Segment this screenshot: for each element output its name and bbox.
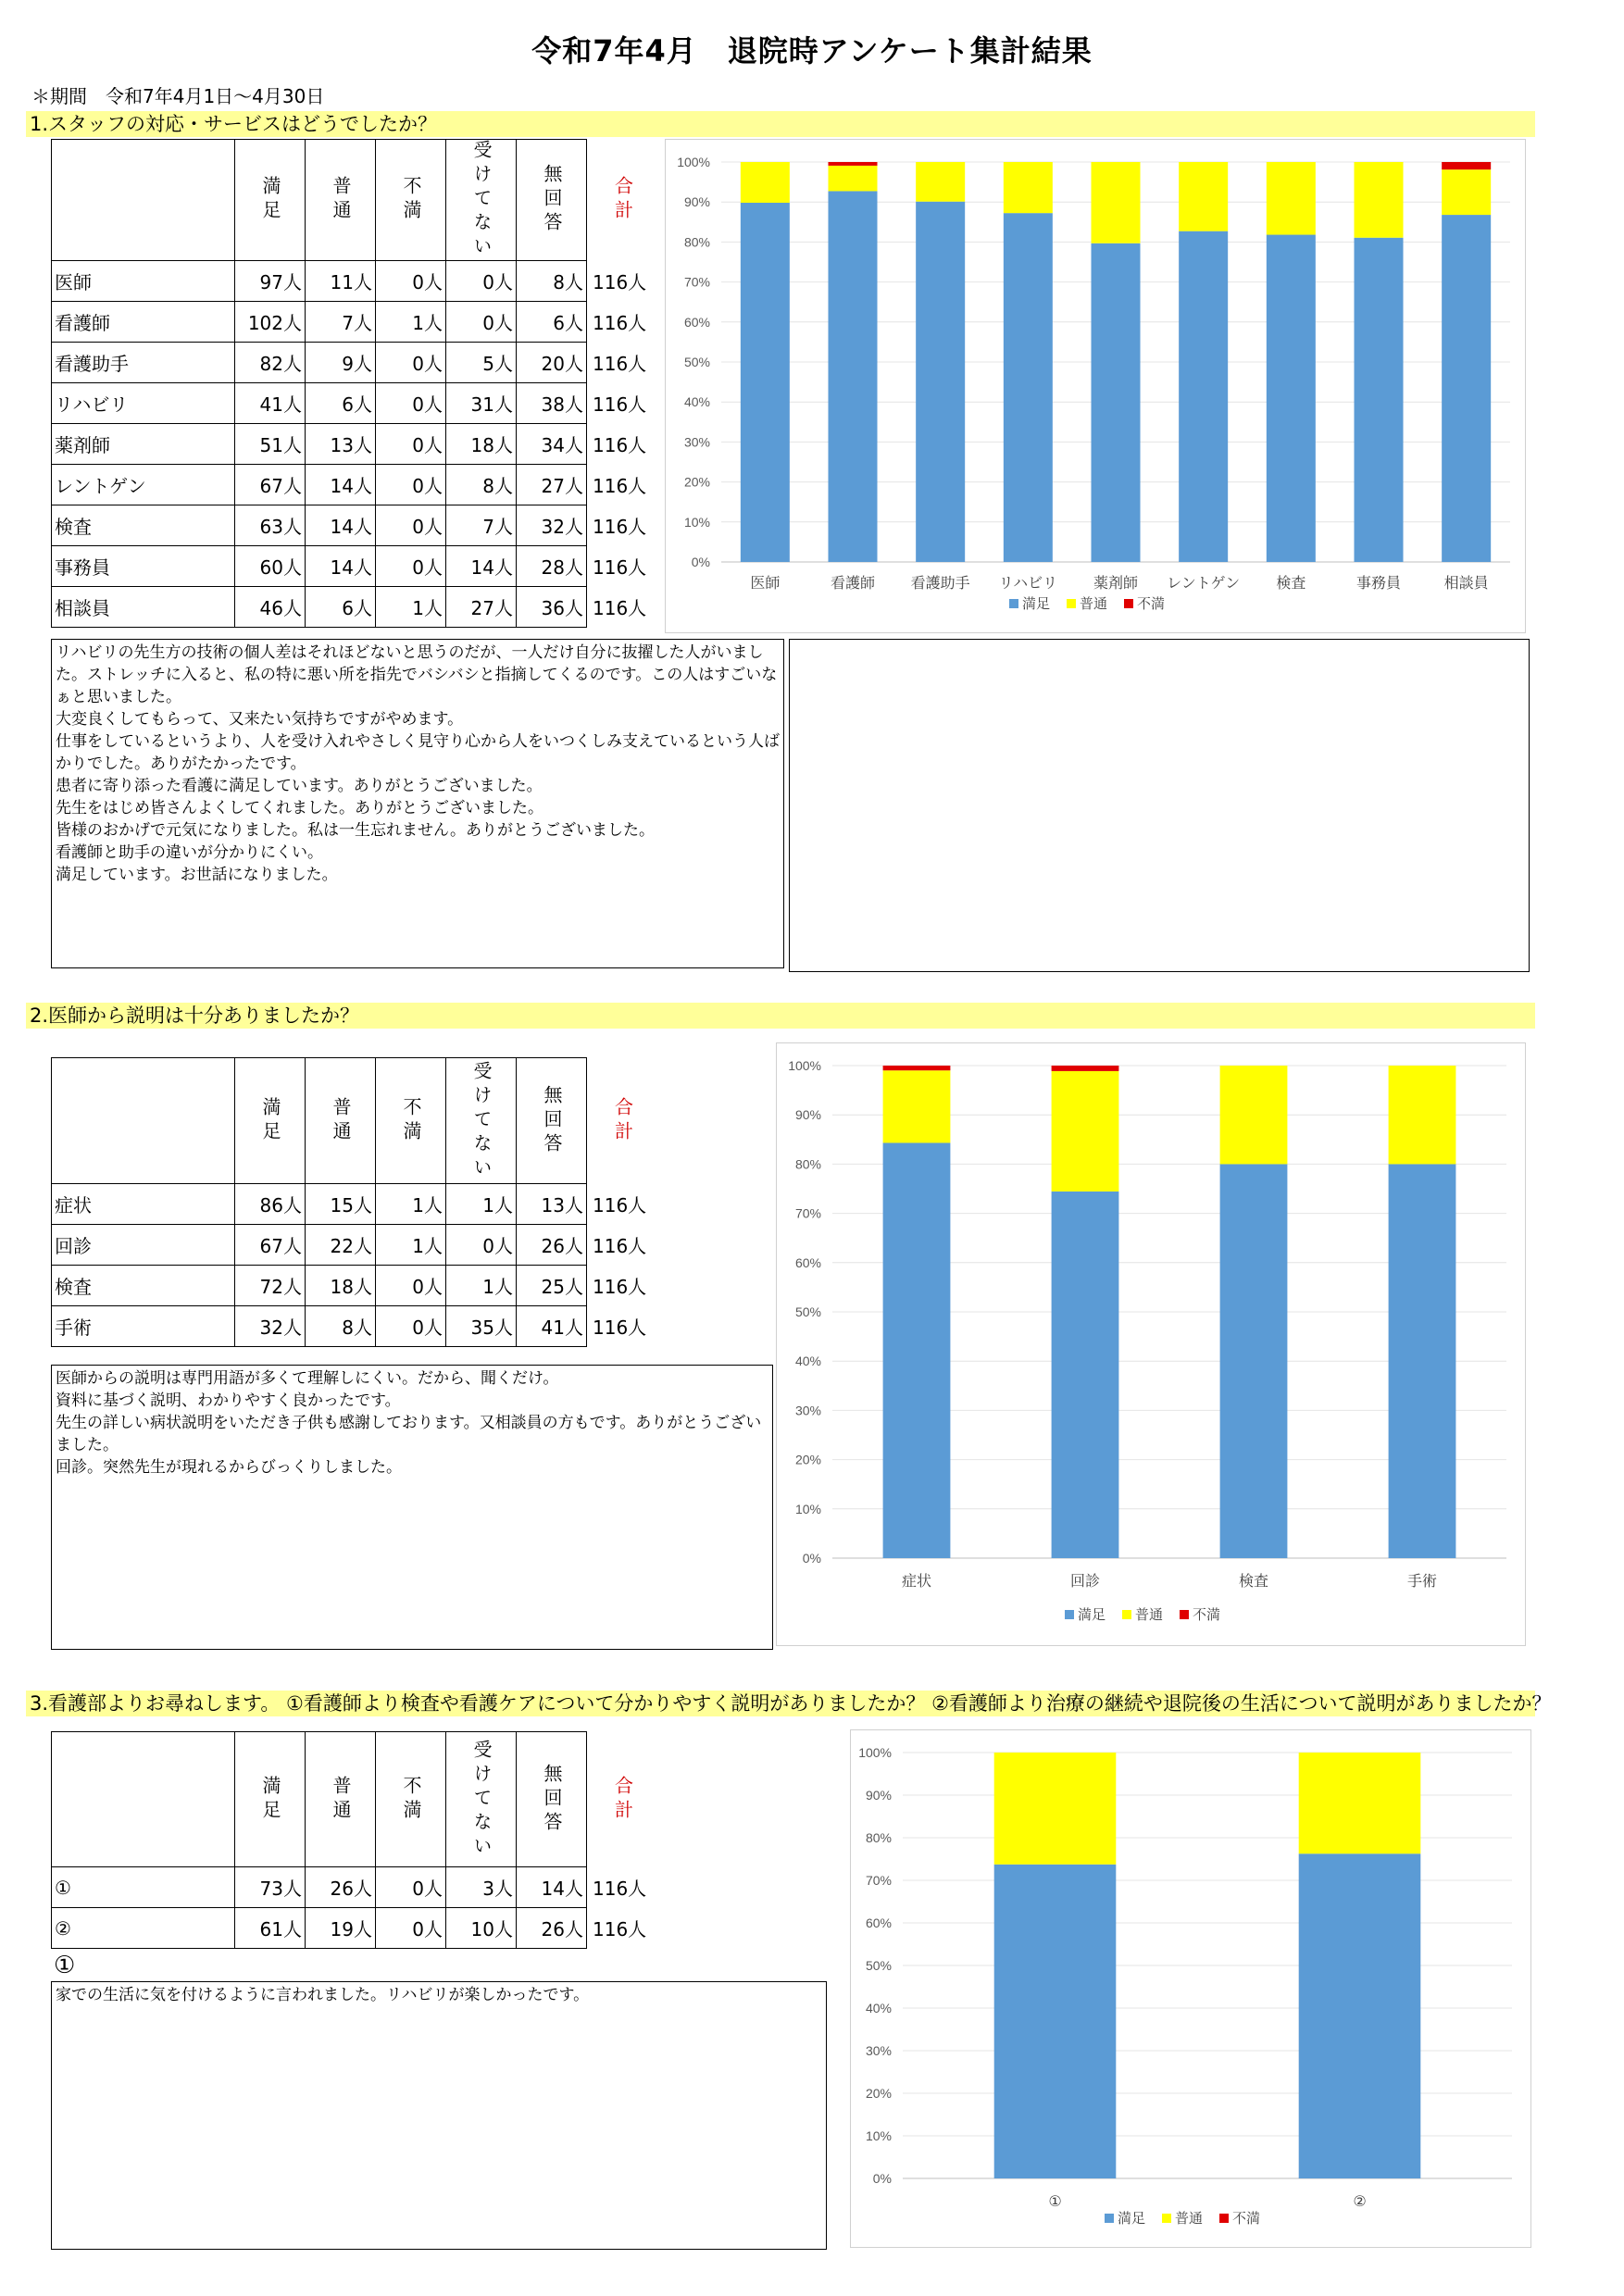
comment-line: 看護師と助手の違いが分かりにくい。 xyxy=(56,843,323,862)
cell-value: 27人 xyxy=(517,465,587,505)
legend-label: 普通 xyxy=(1135,1606,1164,1623)
cell-value: 5人 xyxy=(446,343,517,383)
legend-swatch xyxy=(1065,1610,1074,1619)
cell-value: 20人 xyxy=(517,343,587,383)
x-category-label: ② xyxy=(1353,2192,1367,2210)
row-label: ② xyxy=(52,1908,235,1949)
cell-value: 0人 xyxy=(376,383,446,424)
cell-value: 14人 xyxy=(306,505,376,546)
cell-value: 60人 xyxy=(235,546,306,587)
cell-value: 14人 xyxy=(446,546,517,587)
cell-value: 8人 xyxy=(446,465,517,505)
page-title: 令和7年4月 退院時アンケート集計結果 xyxy=(531,33,1093,69)
row-total: 116人 xyxy=(593,434,647,456)
cell-value: 27人 xyxy=(446,587,517,628)
x-category-label: リハビリ xyxy=(998,574,1058,592)
legend-label: 不満 xyxy=(1137,595,1166,612)
x-category-label: 検査 xyxy=(1238,1572,1269,1590)
bar-segment-不満 xyxy=(883,1066,951,1070)
section-3-heading: 3.看護部よりお尋ねします。 ①看護師より検査や看護ケアについて分かりやすく説明がありましたか？ ②看護師より治療の継続や退院後の生活について説明がありましたか？ xyxy=(26,1691,1535,1716)
row-label: レントゲン xyxy=(52,465,235,505)
table-corner xyxy=(52,1732,235,1867)
bar-segment-普通 xyxy=(1442,169,1491,215)
chart-svg xyxy=(777,1043,1525,1645)
column-header: 満足 xyxy=(235,1732,306,1867)
comment-line: 仕事をしているというより、人を受け入れやさしく見守り心から人をいつくしみ支えているという人ばかりでした。ありがたかったです。 xyxy=(56,732,780,773)
q3-comments xyxy=(51,1981,827,2250)
bar-segment-満足 xyxy=(1299,1853,1421,2178)
column-header: 不満 xyxy=(376,140,446,261)
table-row xyxy=(52,424,658,465)
legend-swatch xyxy=(1009,599,1018,608)
cell-value: 102人 xyxy=(235,302,306,343)
bar-segment-普通 xyxy=(1004,162,1053,213)
cell-value: 1人 xyxy=(376,587,446,628)
cell-value: 25人 xyxy=(517,1266,587,1306)
legend-label: 満足 xyxy=(1118,2210,1146,2227)
y-tick-label: 20% xyxy=(683,474,710,490)
cell-value: 32人 xyxy=(517,505,587,546)
cell-value: 67人 xyxy=(235,1225,306,1266)
cell-value: 0人 xyxy=(446,302,517,343)
bar-segment-普通 xyxy=(1267,162,1316,235)
bar-segment-満足 xyxy=(1091,243,1140,562)
table-row xyxy=(52,383,658,424)
row-total: 116人 xyxy=(593,1276,647,1298)
cell-value: 28人 xyxy=(517,546,587,587)
row-label: 看護師 xyxy=(52,302,235,343)
cell-value: 6人 xyxy=(517,302,587,343)
cell-value: 31人 xyxy=(446,383,517,424)
x-category-label: 医師 xyxy=(750,574,781,592)
q2-table xyxy=(51,1057,658,1347)
comment-line: 家での生活に気を付けるように言われました。リハビリが楽しかったです。 xyxy=(56,1986,590,2004)
x-category-label: 事務員 xyxy=(1355,574,1402,592)
comment-line: 患者に寄り添った看護に満足しています。ありがとうございました。 xyxy=(56,777,543,795)
bar-segment-普通 xyxy=(1220,1066,1288,1164)
cell-value: 38人 xyxy=(517,383,587,424)
row-label: 回診 xyxy=(52,1225,235,1266)
column-header: 合計 xyxy=(611,1096,634,1145)
row-label: 看護助手 xyxy=(52,343,235,383)
comment-line: 大変良くしてもらって、又来たい気持ちですがやめます。 xyxy=(56,710,464,729)
row-total: 116人 xyxy=(593,312,647,334)
cell-value: 10人 xyxy=(446,1908,517,1949)
bar-segment-不満 xyxy=(1442,162,1491,169)
cell-value: 61人 xyxy=(235,1908,306,1949)
bar-segment-普通 xyxy=(916,162,965,202)
row-label: 検査 xyxy=(52,1266,235,1306)
cell-value: 18人 xyxy=(306,1266,376,1306)
cell-value: 9人 xyxy=(306,343,376,383)
column-header: 不満 xyxy=(376,1732,446,1867)
table-row xyxy=(52,465,658,505)
bar-segment-満足 xyxy=(1052,1192,1119,1558)
cell-value: 51人 xyxy=(235,424,306,465)
y-tick-label: 100% xyxy=(677,155,710,169)
column-header: 無回答 xyxy=(517,140,587,261)
y-tick-label: 80% xyxy=(683,234,710,250)
cell-value: 0人 xyxy=(376,343,446,383)
cell-value: 19人 xyxy=(306,1908,376,1949)
bar-segment-満足 xyxy=(1179,231,1228,562)
y-tick-label: 70% xyxy=(865,1873,892,1888)
x-category-label: 看護師 xyxy=(830,574,876,592)
cell-value: 32人 xyxy=(235,1306,306,1347)
column-header: 受けてない xyxy=(446,1732,517,1867)
cell-value: 1人 xyxy=(376,302,446,343)
y-tick-label: 40% xyxy=(683,394,710,410)
cell-value: 14人 xyxy=(306,465,376,505)
table-row xyxy=(52,1867,658,1908)
cell-value: 1人 xyxy=(446,1184,517,1225)
cell-value: 0人 xyxy=(376,1908,446,1949)
table-row xyxy=(52,1306,658,1347)
legend-swatch xyxy=(1105,2214,1114,2223)
row-total: 116人 xyxy=(593,271,647,293)
bar-segment-普通 xyxy=(994,1753,1117,1865)
cell-value: 41人 xyxy=(235,383,306,424)
bar-segment-普通 xyxy=(828,166,877,191)
column-header: 受けてない xyxy=(446,1058,517,1184)
column-header: 合計 xyxy=(611,176,634,224)
y-tick-label: 70% xyxy=(794,1205,821,1221)
q2-comments xyxy=(51,1365,773,1650)
cell-value: 82人 xyxy=(235,343,306,383)
bar-segment-普通 xyxy=(883,1070,951,1142)
column-header: 満足 xyxy=(235,1058,306,1184)
survey-period: ＊期間 令和7年4月1日～4月30日 xyxy=(31,85,325,107)
cell-value: 8人 xyxy=(306,1306,376,1347)
table-row xyxy=(52,1908,658,1949)
column-header: 普通 xyxy=(306,140,376,261)
q3-table xyxy=(51,1731,658,1949)
legend-label: 満足 xyxy=(1078,1606,1106,1623)
row-total: 116人 xyxy=(593,1878,647,1900)
y-tick-label: 30% xyxy=(865,2043,892,2058)
legend-swatch xyxy=(1124,599,1133,608)
cell-value: 13人 xyxy=(306,424,376,465)
comment-line: 皆様のおかげで元気になりました。私は一生忘れません。ありがとうございました。 xyxy=(56,821,656,840)
column-header: 受けてない xyxy=(446,140,517,261)
comment-line: 先生をはじめ皆さんよくしてくれました。ありがとうございました。 xyxy=(56,799,543,817)
q1-table xyxy=(51,139,658,628)
q1-chart xyxy=(665,139,1526,633)
column-header: 無回答 xyxy=(517,1732,587,1867)
legend-swatch xyxy=(1219,2214,1229,2223)
y-tick-label: 40% xyxy=(865,2001,892,2015)
cell-value: 0人 xyxy=(376,505,446,546)
bar-segment-満足 xyxy=(828,191,877,562)
table-row xyxy=(52,1225,658,1266)
table-row xyxy=(52,343,658,383)
q3-comment-label: ① xyxy=(54,1952,76,1979)
x-category-label: 症状 xyxy=(901,1572,932,1590)
y-tick-label: 90% xyxy=(865,1788,892,1803)
cell-value: 1人 xyxy=(376,1225,446,1266)
y-tick-label: 70% xyxy=(683,274,710,290)
bar-segment-普通 xyxy=(1052,1071,1119,1192)
y-tick-label: 60% xyxy=(794,1254,821,1270)
row-label: 薬剤師 xyxy=(52,424,235,465)
y-tick-label: 30% xyxy=(794,1403,821,1418)
y-tick-label: 50% xyxy=(794,1304,821,1319)
y-tick-label: 20% xyxy=(794,1452,821,1467)
y-tick-label: 0% xyxy=(872,2171,892,2186)
cell-value: 11人 xyxy=(306,261,376,302)
cell-value: 1人 xyxy=(376,1184,446,1225)
cell-value: 41人 xyxy=(517,1306,587,1347)
legend-swatch xyxy=(1180,1610,1189,1619)
bar-segment-普通 xyxy=(1091,162,1140,243)
x-category-label: 相談員 xyxy=(1443,574,1489,592)
cell-value: 0人 xyxy=(376,261,446,302)
cell-value: 7人 xyxy=(446,505,517,546)
bar-segment-満足 xyxy=(883,1142,951,1558)
cell-value: 26人 xyxy=(306,1867,376,1908)
q3-chart xyxy=(850,1729,1531,2248)
y-tick-label: 100% xyxy=(788,1058,821,1073)
cell-value: 0人 xyxy=(376,1867,446,1908)
bar-segment-不満 xyxy=(828,162,877,166)
cell-value: 8人 xyxy=(517,261,587,302)
y-tick-label: 80% xyxy=(794,1156,821,1172)
column-header: 普通 xyxy=(306,1058,376,1184)
bar-segment-満足 xyxy=(1004,213,1053,562)
section-2-heading: 2.医師から説明は十分ありましたか？ xyxy=(26,1003,1535,1029)
legend-label: 不満 xyxy=(1193,1606,1221,1623)
y-tick-label: 20% xyxy=(865,2086,892,2101)
table-row xyxy=(52,1266,658,1306)
chart-svg xyxy=(666,140,1525,632)
cell-value: 34人 xyxy=(517,424,587,465)
comment-line: 満足しています。お世話になりました。 xyxy=(56,866,338,884)
cell-value: 6人 xyxy=(306,383,376,424)
y-tick-label: 10% xyxy=(865,2128,892,2143)
legend-swatch xyxy=(1067,599,1076,608)
row-total: 116人 xyxy=(593,1194,647,1217)
q1-comments-extra-box xyxy=(789,639,1530,972)
y-tick-label: 10% xyxy=(794,1501,821,1516)
bar-segment-満足 xyxy=(916,202,965,562)
cell-value: 0人 xyxy=(376,546,446,587)
bar-segment-満足 xyxy=(994,1865,1117,2178)
cell-value: 36人 xyxy=(517,587,587,628)
comment-line: リハビリの先生方の技術の個人差はそれほどないと思うのだが、一人だけ自分に抜擢した人がいました。ストレッチに入ると、私の特に悪い所を指先でバシバシと指摘してくるのです。この人はすごいなぁと思いました。 xyxy=(56,643,778,706)
row-label: 相談員 xyxy=(52,587,235,628)
bar-segment-不満 xyxy=(1052,1066,1119,1071)
y-tick-label: 0% xyxy=(802,1551,821,1566)
cell-value: 15人 xyxy=(306,1184,376,1225)
cell-value: 86人 xyxy=(235,1184,306,1225)
cell-value: 0人 xyxy=(376,424,446,465)
legend-swatch xyxy=(1162,2214,1171,2223)
x-category-label: レントゲン xyxy=(1167,574,1241,592)
y-tick-label: 50% xyxy=(865,1958,892,1973)
cell-value: 0人 xyxy=(376,465,446,505)
row-total: 116人 xyxy=(593,516,647,538)
bar-segment-普通 xyxy=(1389,1066,1456,1164)
cell-value: 26人 xyxy=(517,1225,587,1266)
bar-segment-普通 xyxy=(1299,1753,1421,1853)
y-tick-label: 30% xyxy=(683,434,710,450)
comment-line: 回診。突然先生が現れるからびっくりしました。 xyxy=(56,1458,402,1477)
cell-value: 3人 xyxy=(446,1867,517,1908)
bar-segment-満足 xyxy=(1389,1164,1456,1558)
cell-value: 0人 xyxy=(446,1225,517,1266)
cell-value: 97人 xyxy=(235,261,306,302)
row-total: 116人 xyxy=(593,1316,647,1339)
column-header: 不満 xyxy=(376,1058,446,1184)
y-tick-label: 0% xyxy=(691,555,710,569)
row-label: リハビリ xyxy=(52,383,235,424)
y-tick-label: 50% xyxy=(683,355,710,369)
cell-value: 73人 xyxy=(235,1867,306,1908)
bar-segment-満足 xyxy=(741,203,790,562)
cell-value: 22人 xyxy=(306,1225,376,1266)
cell-value: 63人 xyxy=(235,505,306,546)
y-tick-label: 90% xyxy=(794,1107,821,1123)
table-row xyxy=(52,587,658,628)
cell-value: 72人 xyxy=(235,1266,306,1306)
comment-line: 先生の詳しい病状説明をいただき子供も感謝しております。又相談員の方もです。ありがとうございました。 xyxy=(56,1414,762,1454)
table-corner xyxy=(52,140,235,261)
x-category-label: ① xyxy=(1048,2192,1062,2210)
row-total: 116人 xyxy=(593,353,647,375)
row-total: 116人 xyxy=(593,475,647,497)
row-label: 事務員 xyxy=(52,546,235,587)
row-total: 116人 xyxy=(593,1918,647,1940)
row-label: 手術 xyxy=(52,1306,235,1347)
y-tick-label: 80% xyxy=(865,1830,892,1845)
table-row xyxy=(52,302,658,343)
comment-line: 資料に基づく説明、わかりやすく良かったです。 xyxy=(56,1391,401,1410)
legend-label: 不満 xyxy=(1232,2210,1261,2227)
y-tick-label: 40% xyxy=(794,1354,821,1369)
section-1-heading: 1.スタッフの対応・サービスはどうでしたか？ xyxy=(26,111,1535,137)
cell-value: 35人 xyxy=(446,1306,517,1347)
x-category-label: 検査 xyxy=(1276,574,1306,592)
q1-comments xyxy=(51,639,784,968)
column-header: 合計 xyxy=(611,1775,634,1824)
table-row xyxy=(52,1184,658,1225)
q2-chart xyxy=(776,1042,1526,1646)
row-total: 116人 xyxy=(593,393,647,416)
cell-value: 0人 xyxy=(376,1306,446,1347)
row-label: 医師 xyxy=(52,261,235,302)
column-header: 普通 xyxy=(306,1732,376,1867)
cell-value: 0人 xyxy=(376,1266,446,1306)
row-label: 症状 xyxy=(52,1184,235,1225)
cell-value: 46人 xyxy=(235,587,306,628)
chart-svg xyxy=(851,1730,1530,2247)
row-total: 116人 xyxy=(593,597,647,619)
legend-label: 普通 xyxy=(1175,2210,1204,2227)
legend-label: 満足 xyxy=(1022,595,1051,612)
legend-swatch xyxy=(1122,1610,1131,1619)
bar-segment-普通 xyxy=(1354,162,1403,238)
bar-segment-満足 xyxy=(1442,215,1491,562)
y-tick-label: 60% xyxy=(865,1915,892,1930)
cell-value: 7人 xyxy=(306,302,376,343)
x-category-label: 看護助手 xyxy=(910,574,970,592)
y-tick-label: 60% xyxy=(683,314,710,330)
table-row xyxy=(52,261,658,302)
cell-value: 14人 xyxy=(306,546,376,587)
y-tick-label: 90% xyxy=(683,194,710,210)
cell-value: 13人 xyxy=(517,1184,587,1225)
legend-label: 普通 xyxy=(1080,595,1108,612)
table-corner xyxy=(52,1058,235,1184)
column-header: 満足 xyxy=(235,140,306,261)
x-category-label: 回診 xyxy=(1069,1572,1101,1590)
y-tick-label: 10% xyxy=(683,514,710,530)
cell-value: 14人 xyxy=(517,1867,587,1908)
table-row xyxy=(52,546,658,587)
bar-segment-満足 xyxy=(1220,1164,1288,1558)
bar-segment-満足 xyxy=(1354,238,1403,562)
x-category-label: 手術 xyxy=(1406,1572,1438,1590)
cell-value: 67人 xyxy=(235,465,306,505)
bar-segment-普通 xyxy=(741,162,790,203)
cell-value: 26人 xyxy=(517,1908,587,1949)
row-label: 検査 xyxy=(52,505,235,546)
cell-value: 18人 xyxy=(446,424,517,465)
bar-segment-満足 xyxy=(1267,235,1316,562)
cell-value: 6人 xyxy=(306,587,376,628)
bar-segment-普通 xyxy=(1179,162,1228,231)
row-total: 116人 xyxy=(593,556,647,579)
y-tick-label: 100% xyxy=(858,1745,892,1760)
x-category-label: 薬剤師 xyxy=(1093,574,1139,592)
cell-value: 1人 xyxy=(446,1266,517,1306)
row-label: ① xyxy=(52,1867,235,1908)
column-header: 無回答 xyxy=(517,1058,587,1184)
table-row xyxy=(52,505,658,546)
comment-line: 医師からの説明は専門用語が多くて理解しにくい。だから、聞くだけ。 xyxy=(56,1369,559,1388)
cell-value: 0人 xyxy=(446,261,517,302)
row-total: 116人 xyxy=(593,1235,647,1257)
